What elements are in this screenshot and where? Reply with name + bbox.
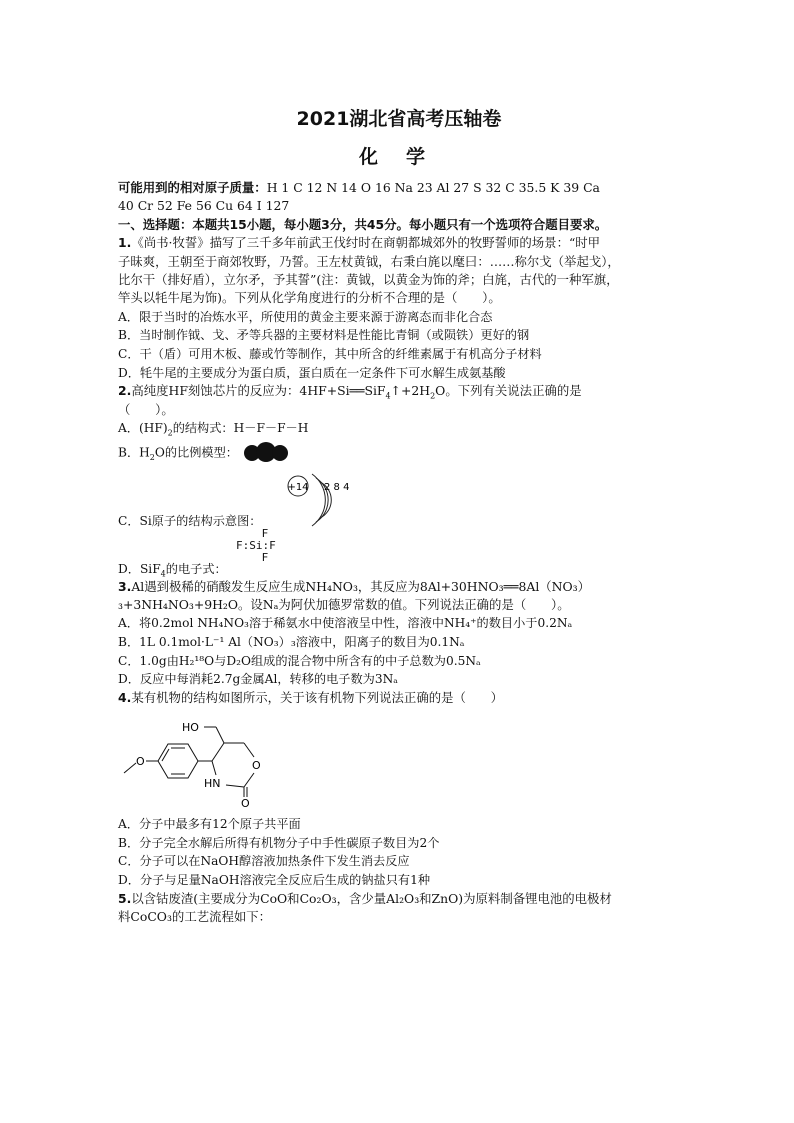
section1-heading: 一、选择题：本题共15小题，每小题3分，共45分。每小题只有一个选项符合题目要求。 — [118, 216, 608, 232]
q2-number: 2. — [118, 383, 132, 399]
q3-option-b: B．1L 0.1mol·L⁻¹ Al（NO₃）₃溶液中，阳离子的数目为0.1Nₐ — [118, 635, 465, 650]
q4-number: 4. — [118, 689, 132, 705]
q2-option-a: A．$(HF)_2$的结构式：H－F－F－H — [118, 421, 309, 438]
q4-stem: 4.某有机物的结构如图所示，关于该有机物下列说法正确的是（ ） — [118, 689, 504, 705]
q1-option-a: A．限于当时的冶炼水平，所使用的黄金主要来源于游离态而非化合态 — [118, 309, 493, 324]
atomic-masses-values: H 1 C 12 N 14 O 16 Na 23 Al 27 S 32 C 35.5 K 39 Ca — [266, 180, 600, 195]
q1-stem-line3: 比尔干（排好盾），立尔矛，予其誓”(注：黄钺，以黄金为饰的斧；白旄，古代的一种军旗， — [118, 272, 619, 288]
q3-option-c: C．1.0g由H₂¹⁸O与D₂O组成的混合物中所含有的中子总数为0.5Nₐ — [118, 653, 481, 668]
exam-page — [118, 104, 680, 926]
svg-text:HN: HN — [204, 777, 221, 791]
q3-stem-line1: 3.Al遇到极稀的硝酸发生反应生成NH₄NO₃，其反应为8Al+30HNO₃══8Al（NO₃） — [118, 578, 591, 594]
q3-option-a: A．将0.2mol NH₄NO₃溶于稀氨水中使溶液呈中性，溶液中NH₄⁺的数目小于0.2Nₐ — [118, 616, 573, 631]
q3-stem-line2: ₃+3NH₄NO₃+9H₂O。设Nₐ为阿伏加德罗常数的值。下列说法正确的是（ ）。 — [118, 597, 570, 613]
q1-stem-line2: 子昧爽，王朝至于商郊牧野，乃誓。王左杖黄钺，右秉白旄以麾曰：……称尔戈（举起戈）， — [118, 253, 620, 269]
q1-option-d: D．牦牛尾的主要成分为蛋白质，蛋白质在一定条件下可水解生成氨基酸 — [118, 365, 506, 380]
water-space-filling-model — [242, 442, 290, 464]
q1-stem-line1: 1.《尚书·牧誓》描写了三千多年前武王伐纣时在商朝都城郊外的牧野誓师的场景：“时甲 — [118, 235, 601, 251]
q5-stem-line1: 5.以含钴废渣(主要成分为CoO和Co₂O₃，含少量Al₂O₃和ZnO)为原料制备锂电池的电极材 — [118, 890, 612, 906]
svg-text:HO: HO — [182, 721, 199, 735]
q3-option-d: D．反应中每消耗2.7g金属Al，转移的电子数为3Nₐ — [118, 672, 398, 687]
exam-title: 2021湖北省高考压轴卷 — [296, 108, 502, 130]
q4-option-c: C．分子可以在NaOH醇溶液加热条件下发生消去反应 — [118, 854, 410, 869]
si-shell-electrons: 2 8 4 — [324, 481, 350, 493]
exam-subject: 化学 — [358, 146, 453, 168]
q4-option-b: B．分子完全水解后所得有机物分子中手性碳原子数目为2个 — [118, 835, 440, 850]
q1-number: 1. — [118, 235, 132, 251]
si-nucleus-charge: +14 — [287, 481, 309, 493]
q2-stem-line1: 2.高纯度HF刻蚀芯片的反应为：$4HF+Si══SiF_4↑+2H_2O$。下列有关说法正确的是 — [118, 383, 582, 401]
q1-option-c: C．干（盾）可用木板、藤或竹等制作，其中所含的纤维素属于有机高分子材料 — [118, 347, 542, 362]
q1-option-b: B．当时制作钺、戈、矛等兵器的主要材料是性能比青铜（或陨铁）更好的钢 — [118, 328, 530, 343]
organic-molecule-structure — [120, 713, 290, 807]
si-atom-structure-diagram — [276, 466, 396, 530]
q2-option-b: B．$H_2O$的比例模型： — [118, 442, 680, 464]
q4-option-d: D．分子与足量NaOH溶液完全反应后生成的钠盐只有1种 — [118, 873, 431, 887]
q4-structure-diagram — [120, 713, 680, 811]
q5-number: 5. — [118, 890, 132, 906]
svg-text:O: O — [136, 755, 145, 769]
q3-number: 3. — [118, 578, 132, 594]
svg-text:O: O — [241, 797, 250, 808]
q1-stem-line4: 竿头以牦牛尾为饰)。下列从化学角度进行的分析不合理的是（ ）。 — [118, 290, 501, 306]
svg-text:O: O — [252, 759, 261, 773]
q2-option-c: +14 2 8 4 C．Si原子的结构示意图： — [118, 470, 680, 534]
atomic-masses-label: 可能用到的相对原子质量： — [118, 180, 267, 195]
atomic-masses-line2: 40 Cr 52 Fe 56 Cu 64 I 127 — [118, 198, 290, 214]
q2-stem-line2: （ ）。 — [118, 401, 174, 417]
sif4-lewis-structure: F F:Si:F F — [236, 526, 276, 564]
atomic-masses-line1 — [118, 179, 680, 197]
q4-option-a: A．分子中最多有12个原子共平面 — [118, 817, 301, 832]
q2-option-d: F F:Si:F F D．SiF$_4$的电子式： — [118, 526, 276, 579]
q5-stem-line2: 料CoCO₃的工艺流程如下： — [118, 909, 272, 924]
